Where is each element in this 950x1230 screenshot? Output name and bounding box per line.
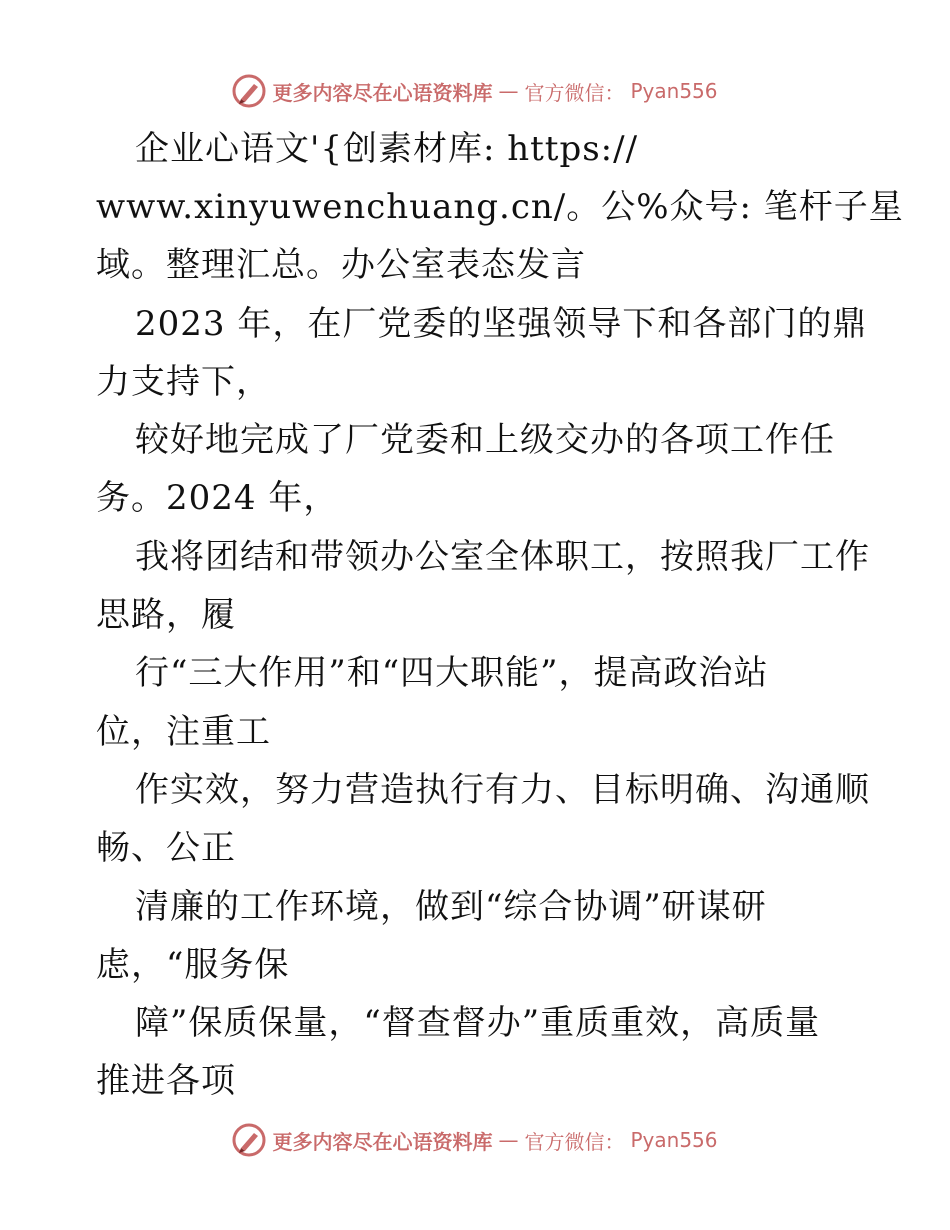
text-line: 障”保质保量，“督查督办”重质重效，高质量 xyxy=(135,1003,821,1043)
pen-logo-icon xyxy=(232,1123,266,1157)
banner-dash: — xyxy=(498,79,519,103)
text-line: 推进各项 xyxy=(96,1061,236,1101)
banner-wechat-id: Pyan556 xyxy=(630,1128,718,1152)
text-line: 务。2024 年， xyxy=(96,478,339,518)
banner-dash: — xyxy=(498,1128,519,1152)
banner-site-text: 更多内容尽在心语资料库 xyxy=(272,80,493,105)
text-line: 域。整理汇总。办公室表态发言 xyxy=(96,245,586,285)
text-line: 清廉的工作环境，做到“综合协调”研谋研 xyxy=(135,887,767,927)
text-line: 畅、公正 xyxy=(96,828,236,868)
banner-wechat-id: Pyan556 xyxy=(630,79,718,103)
banner-wechat-label: 官方微信： xyxy=(524,1129,625,1154)
text-line: 企业心语文'{创素材库: https:// xyxy=(135,129,639,169)
text-line: 较好地完成了厂党委和上级交办的各项工作任 xyxy=(135,420,835,460)
text-line: 作实效，努力营造执行有力、目标明确、沟通顺 xyxy=(135,770,870,810)
text-line: 行“三大作用”和“四大职能”，提高政治站 xyxy=(135,653,769,693)
banner-site-text: 更多内容尽在心语资料库 xyxy=(272,1129,493,1154)
text-line: 位，注重工 xyxy=(96,712,271,752)
watermark-banner-bottom xyxy=(0,1120,950,1160)
text-line: 2023 年，在厂党委的坚强领导下和各部门的鼎 xyxy=(135,304,868,344)
text-line: 思路，履 xyxy=(96,595,236,635)
banner-wechat-label: 官方微信： xyxy=(524,80,625,105)
text-line: 力支持下， xyxy=(96,362,271,402)
text-line: 我将团结和带领办公室全体职工，按照我厂工作 xyxy=(135,537,870,577)
text-line: 虑，“服务保 xyxy=(96,945,290,985)
text-line: www.xinyuwenchuang.cn/。公%众号: 笔杆子星 xyxy=(96,187,904,227)
